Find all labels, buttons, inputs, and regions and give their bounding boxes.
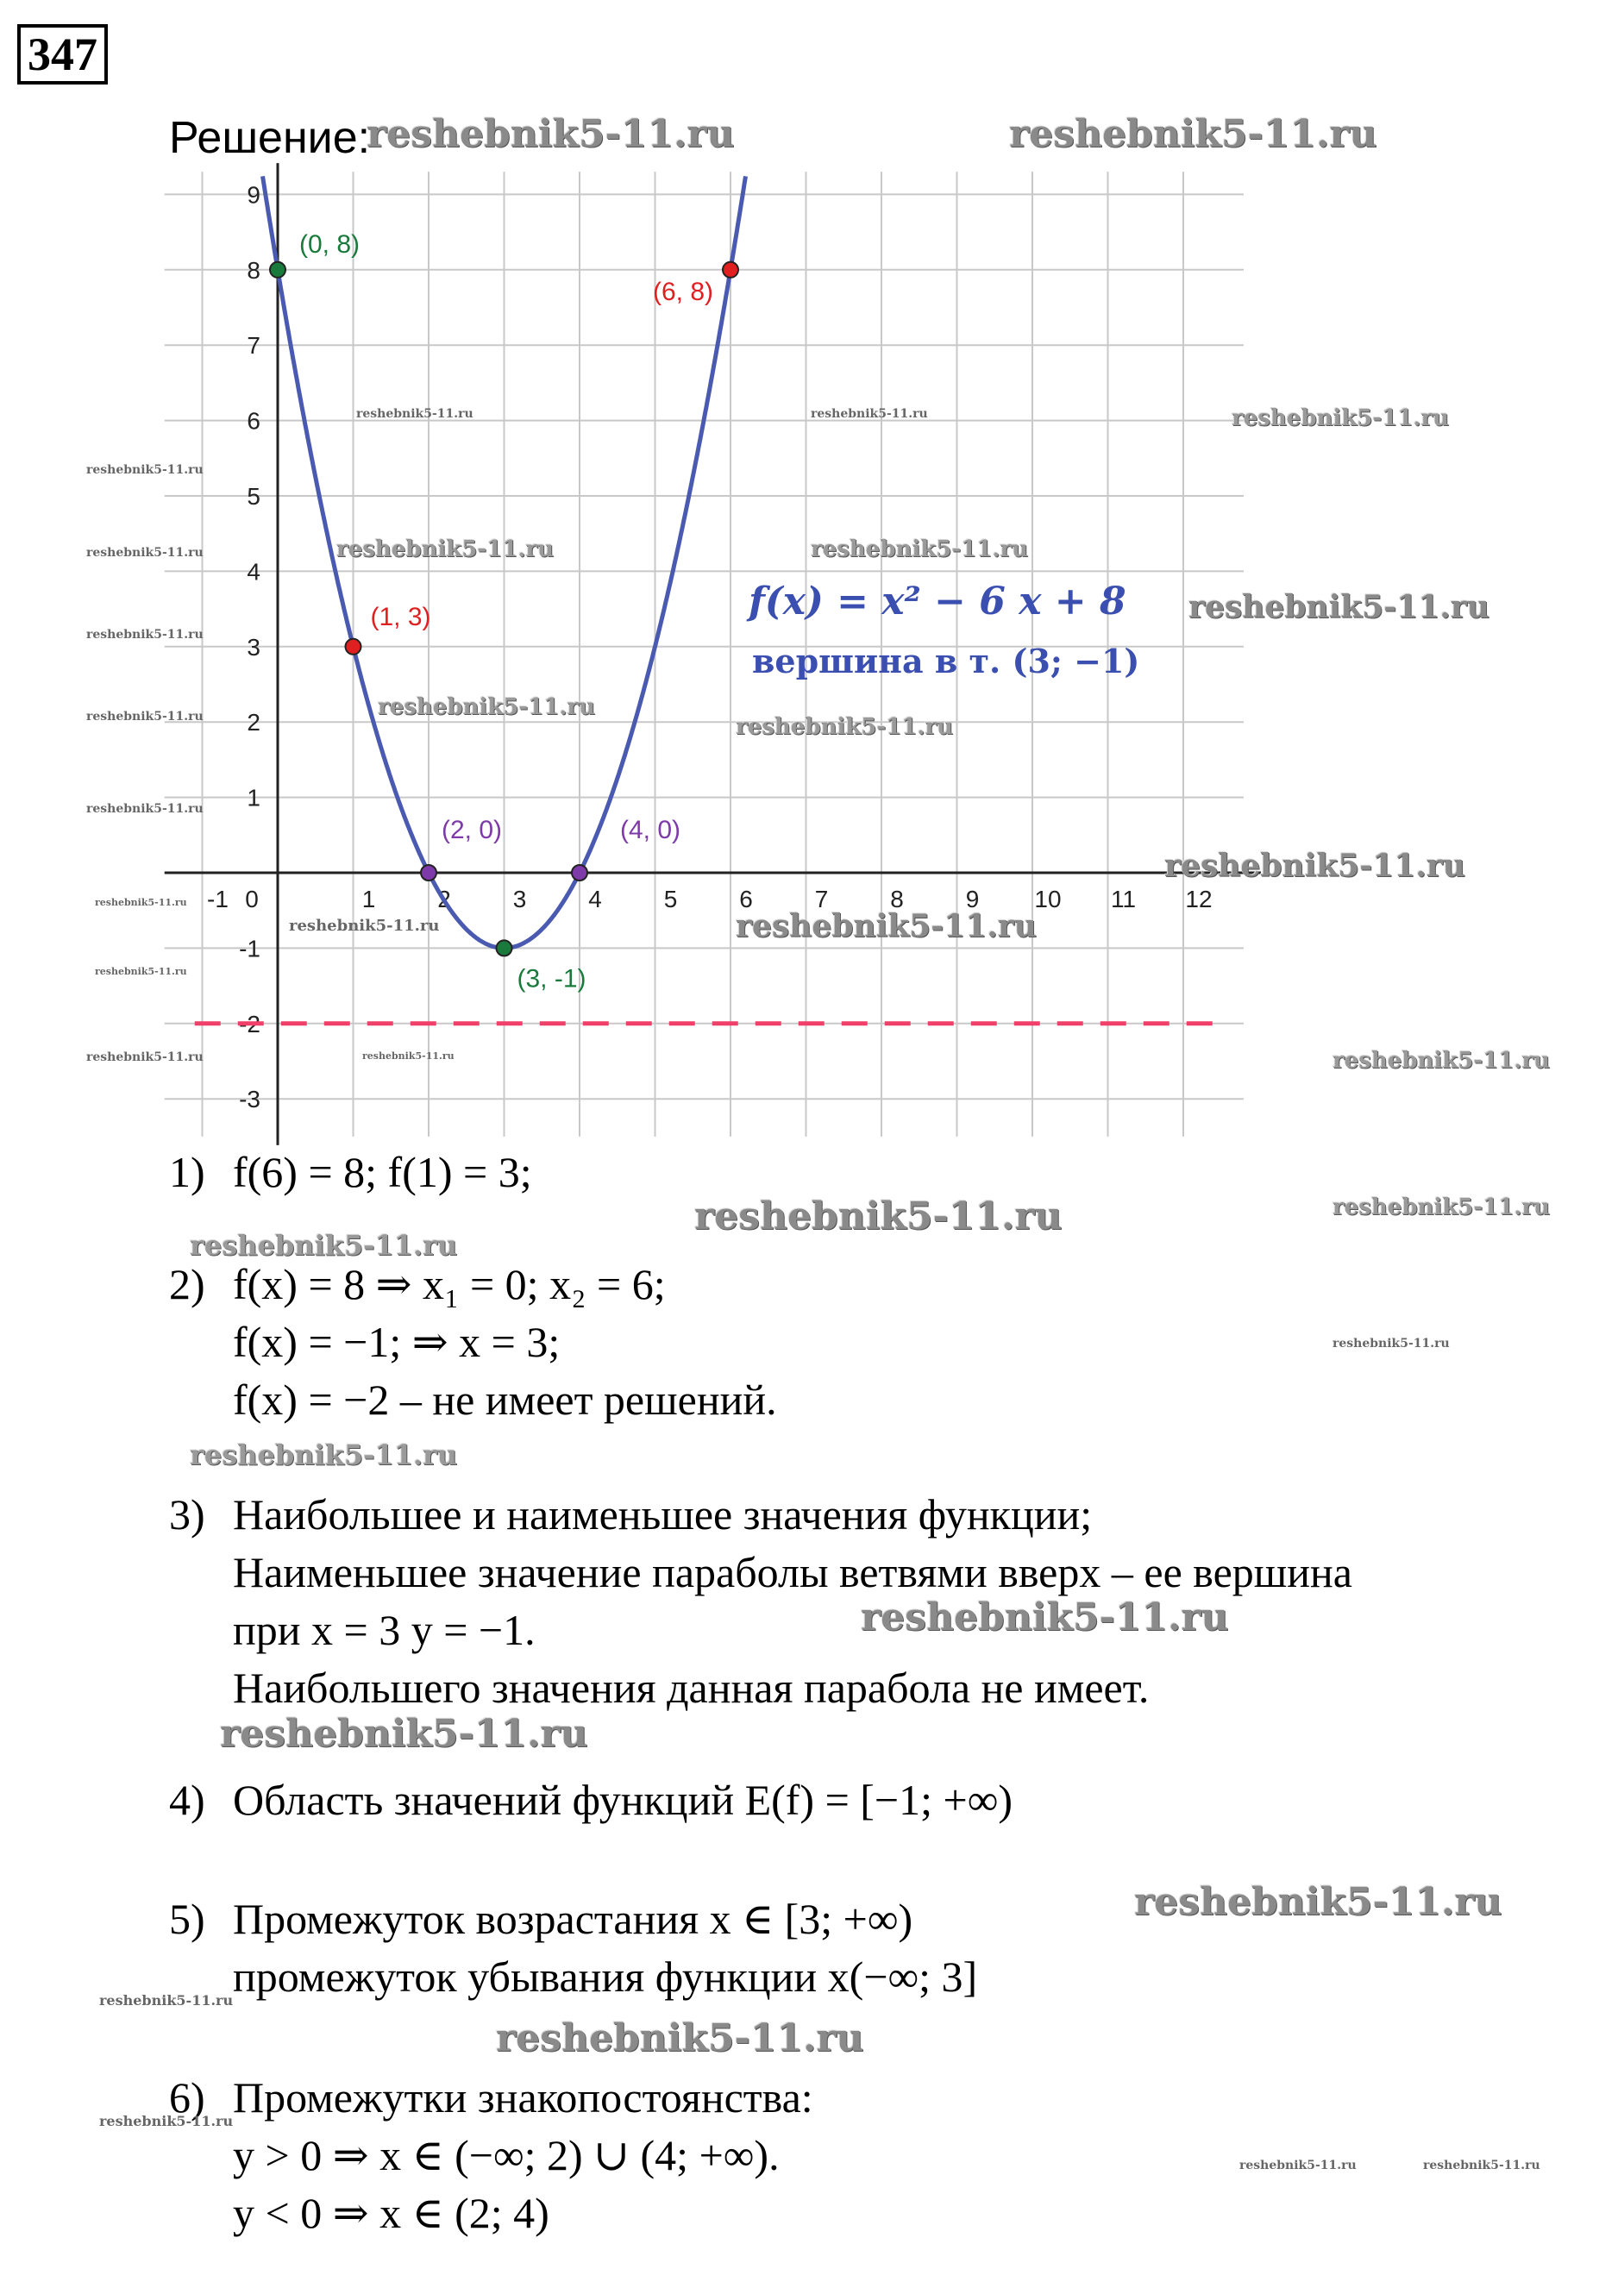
line-text: Промежутки знакопостоянства: xyxy=(233,2073,813,2122)
watermark: reshebnik5-11.ru xyxy=(190,1229,458,1262)
line-text: Наименьшее значение параболы ветвями вверх – ее вершина xyxy=(233,1548,1352,1596)
y-tick-label: -2 xyxy=(239,1010,260,1037)
watermark: reshebnik5-11.ru xyxy=(1332,1337,1450,1351)
watermark: reshebnik5-11.ru xyxy=(694,1194,1063,1238)
watermark: reshebnik5-11.ru xyxy=(1232,405,1450,431)
item-number: 4) xyxy=(169,1776,205,1824)
item-number: 5) xyxy=(169,1895,205,1943)
solution-line xyxy=(169,1894,913,1944)
point-label: (4, 0) xyxy=(619,816,681,844)
y-tick-label: 3 xyxy=(247,633,260,661)
y-tick-label: 6 xyxy=(247,407,260,435)
problem-number: 347 xyxy=(17,24,108,85)
point-label: (6, 8) xyxy=(652,277,714,306)
point-marker xyxy=(723,262,738,278)
point-label: (2, 0) xyxy=(441,816,503,844)
watermark: reshebnik5-11.ru xyxy=(367,112,735,156)
watermark: reshebnik5-11.ru xyxy=(220,1712,588,1756)
y-tick-label: 4 xyxy=(247,558,260,586)
watermark: reshebnik5-11.ru xyxy=(86,710,204,724)
line-text: Промежуток возрастания x ∈ [3; +∞) xyxy=(233,1895,913,1943)
point-marker xyxy=(346,639,361,655)
watermark: reshebnik5-11.ru xyxy=(1332,1194,1551,1220)
watermark: reshebnik5-11.ru xyxy=(378,694,596,720)
x-tick-label: 2 xyxy=(437,886,451,912)
watermark: reshebnik5-11.ru xyxy=(86,802,204,816)
line-text: Наибольшего значения данная парабола не имеет. xyxy=(233,1664,1150,1712)
watermark: reshebnik5-11.ru xyxy=(1009,112,1377,156)
x-tick-label: 3 xyxy=(512,886,527,912)
point-marker xyxy=(497,940,512,956)
watermark: reshebnik5-11.ru xyxy=(811,407,928,421)
line-text: f(x) = −2 – не имеет решений. xyxy=(233,1376,777,1424)
line-text: промежуток убывания функции x(−∞; 3] xyxy=(233,1952,978,2001)
watermark: reshebnik5-11.ru xyxy=(336,536,555,562)
solution-line xyxy=(169,1489,1093,1539)
watermark: reshebnik5-11.ru xyxy=(95,966,187,977)
solution-line xyxy=(233,1317,560,1367)
watermark: reshebnik5-11.ru xyxy=(736,908,1037,944)
watermark: reshebnik5-11.ru xyxy=(1164,848,1465,884)
solution-label: Решение: xyxy=(169,113,371,163)
line-text: y > 0 ⇒ x ∈ (−∞; 2) ∪ (4; +∞). xyxy=(233,2131,780,2179)
watermark: reshebnik5-11.ru xyxy=(811,536,1029,562)
solution-line xyxy=(169,1147,532,1197)
watermark: reshebnik5-11.ru xyxy=(86,1050,204,1064)
x-tick-label: -1 xyxy=(207,886,229,912)
point-label: (0, 8) xyxy=(298,229,361,259)
watermark: reshebnik5-11.ru xyxy=(99,2113,234,2129)
line-text: Область значений функций E(f) = [−1; +∞) xyxy=(233,1776,1013,1824)
point-marker xyxy=(270,262,285,278)
x-tick-label: 12 xyxy=(1185,886,1213,912)
watermark: reshebnik5-11.ru xyxy=(1134,1880,1502,1924)
x-tick-label: 5 xyxy=(663,886,678,912)
watermark: reshebnik5-11.ru xyxy=(736,714,954,740)
solution-line xyxy=(233,2188,549,2238)
watermark: reshebnik5-11.ru xyxy=(362,1050,455,1062)
x-tick-label: 4 xyxy=(588,886,602,912)
line-text: Наибольшее и наименьшее значения функции; xyxy=(233,1490,1093,1539)
y-tick-label: 1 xyxy=(247,784,260,812)
x-tick-label: 8 xyxy=(890,886,904,912)
solution-line xyxy=(233,1547,1352,1597)
y-tick-label: 2 xyxy=(247,709,260,736)
item-number: 2) xyxy=(169,1260,205,1308)
solution-line xyxy=(233,1952,977,2002)
watermark: reshebnik5-11.ru xyxy=(1239,2159,1357,2172)
watermark: reshebnik5-11.ru xyxy=(496,2016,864,2060)
origin-label: 0 xyxy=(245,886,259,912)
solution-line xyxy=(233,1375,777,1425)
watermark: reshebnik5-11.ru xyxy=(861,1595,1229,1639)
y-tick-label: 7 xyxy=(247,332,260,360)
solution-line xyxy=(233,1605,536,1655)
watermark: reshebnik5-11.ru xyxy=(95,897,187,908)
solution-line xyxy=(169,2072,813,2122)
function-formula: f(x) = x² − 6 x + 8 xyxy=(749,580,1126,624)
line-text: y < 0 ⇒ x ∈ (2; 4) xyxy=(233,2189,549,2237)
watermark: reshebnik5-11.ru xyxy=(99,1992,234,2009)
watermark: reshebnik5-11.ru xyxy=(1423,2159,1540,2172)
y-tick-label: 8 xyxy=(247,256,260,284)
watermark: reshebnik5-11.ru xyxy=(1332,1048,1551,1074)
watermark: reshebnik5-11.ru xyxy=(86,546,204,560)
y-tick-label: 5 xyxy=(247,483,260,510)
watermark: reshebnik5-11.ru xyxy=(1188,589,1489,625)
point-label: (3, -1) xyxy=(517,964,586,993)
item-number: 1) xyxy=(169,1148,205,1196)
watermark: reshebnik5-11.ru xyxy=(86,463,204,477)
line-text: f(x) = −1; ⇒ x = 3; xyxy=(233,1318,561,1366)
item-number: 3) xyxy=(169,1490,205,1539)
x-tick-label: 6 xyxy=(739,886,753,912)
x-tick-label: 10 xyxy=(1034,886,1062,912)
vertex-annotation: вершина в т. (3; −1) xyxy=(752,642,1140,680)
point-marker xyxy=(572,865,587,881)
line-text: f(6) = 8; f(1) = 3; xyxy=(233,1148,532,1196)
y-tick-label: -3 xyxy=(239,1086,260,1113)
watermark: reshebnik5-11.ru xyxy=(289,917,440,935)
x-tick-label: 7 xyxy=(814,886,829,912)
point-marker xyxy=(421,865,436,881)
watermark: reshebnik5-11.ru xyxy=(190,1438,458,1471)
y-tick-label: -1 xyxy=(239,935,260,962)
solution-line xyxy=(233,1663,1149,1713)
watermark: reshebnik5-11.ru xyxy=(86,628,204,642)
line-text: при x = 3 y = −1. xyxy=(233,1606,536,1654)
solution-line xyxy=(233,2130,780,2180)
item-number: 6) xyxy=(169,2073,205,2122)
y-tick-label: 9 xyxy=(247,181,260,209)
solution-line xyxy=(169,1775,1013,1825)
x-tick-label: 9 xyxy=(965,886,980,912)
x-tick-label: 1 xyxy=(361,886,376,912)
line-text: f(x) = 8 ⇒ x₁ = 0; x₂ = 6; xyxy=(233,1260,666,1308)
x-tick-label: 11 xyxy=(1110,886,1137,912)
watermark: reshebnik5-11.ru xyxy=(356,407,473,421)
point-label: (1, 3) xyxy=(370,602,431,631)
solution-line xyxy=(169,1259,666,1309)
